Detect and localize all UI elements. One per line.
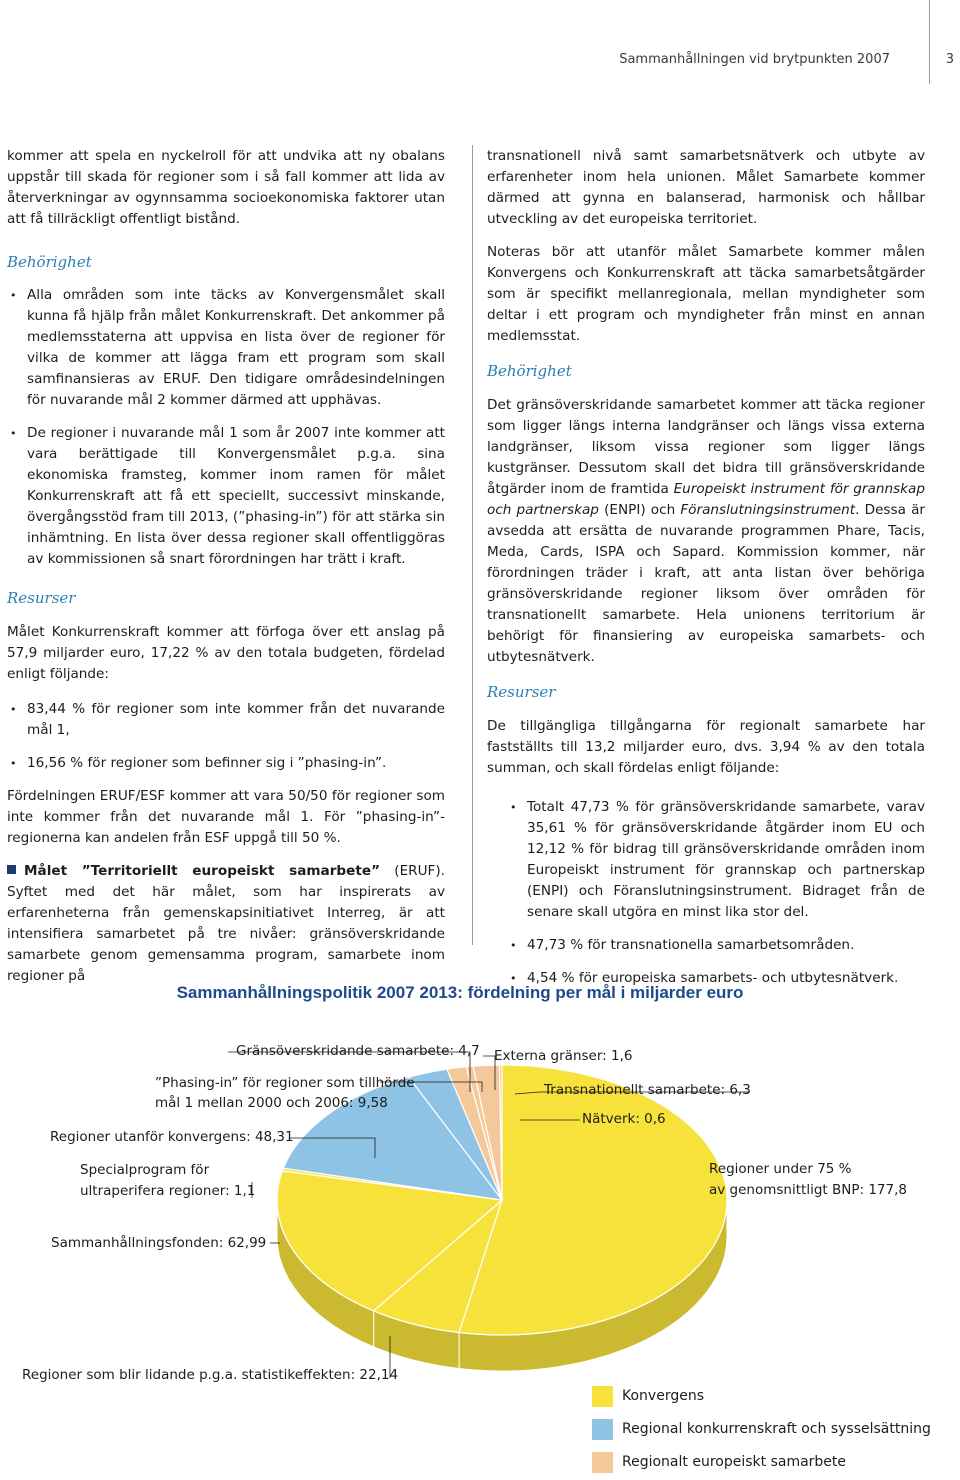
right-eligibility-paragraph <box>487 395 925 668</box>
legend-swatch-samarbete <box>592 1452 613 1473</box>
right-column <box>487 146 925 989</box>
label-special-line2: ultraperifera regioner: 1,1 <box>80 1183 256 1199</box>
label-under75-line1: Regioner under 75 % <box>709 1161 852 1177</box>
legend-swatch-konkurrenskraft <box>592 1419 613 1440</box>
label-externa: Externa gränser: 1,6 <box>494 1048 633 1064</box>
chart-title: Sammanhållningspolitik 2007 2013: fördelning per mål i miljarder euro <box>176 983 744 1002</box>
column-divider <box>472 145 473 945</box>
left-intro-paragraph: kommer att spela en nyckelroll för att undvika att ny obalans uppstår till skada för regioner som i så fall kommer att lida av återverkningar av ogynnsamma socioekonomiska faktorer utan att få tillräckligt offentligt bistånd. <box>7 148 445 227</box>
page-number: 3 <box>945 52 954 67</box>
goal-title: Målet ”Territoriellt europeiskt samarbete” <box>24 863 381 879</box>
left-goal-paragraph <box>7 861 445 987</box>
eligibility-instrument: Föranslutningsinstrument <box>680 502 856 518</box>
label-transnationellt: Transnationellt samarbete: 6,3 <box>544 1082 751 1098</box>
list-item: • 83,44 % för regioner som inte kommer från det nuvarande mål 1, <box>7 699 445 741</box>
list-item: • 4,54 % för europeiska samarbets- och utbytesnätverk. <box>507 968 925 989</box>
list-item: • De regioner i nuvarande mål 1 som år 2007 inte kommer att vara berättigade till Konvergensmålet p.g.a. sina ekonomiska framsteg, kommer inom ramen för målet Konkurrenskraft att få ett speciellt, successivt minskande, övergångsstöd fram till 2013, (”phasing-in”) för att stärka sin inhämtning. En lista över dessa regioner skall offentliggöras av kommissionen så snart förordningen har trätt i kraft. <box>7 423 445 570</box>
square-bullet-icon <box>7 865 16 874</box>
label-gransoverskridande: Gränsöverskridande samarbete: 4,7 <box>236 1043 480 1059</box>
label-phasing-line1: ”Phasing-in” för regioner som tillhörde <box>155 1075 415 1091</box>
heading-behorighet-right: Behörighet <box>487 362 572 380</box>
legend-label: Konvergens <box>622 1388 704 1404</box>
legend-label: Regionalt europeiskt samarbete <box>622 1454 847 1470</box>
list-item: • Totalt 47,73 % för gränsöverskridande samarbete, varav 35,61 % för gränsöverskridande åtgärder inom EU och 12,12 % för bidrag till gränsöverskridande områden inom Europeiskt instrument för grannskap och partnerskap (ENPI) och Föranslutningsinstrument. Bidraget från de senare skall utgöra en minst lika stor del. <box>507 797 925 923</box>
goal-text: (ERUF). Syftet med det här målet, som har inspirerats av erfarenheterna från gemenskapsinitiativet Interreg, är att intensifiera samarbetet på tre nivåer: gränsöverskridande samarbete genom gemensamma program, samarbete inom regioner på <box>7 863 445 984</box>
right-resources-paragraph: De tillgängliga tillgångarna för regionalt samarbete har fastställts till 13,2 miljarder euro, dvs. 3,94 % av den totala summan, och skall fördelas enligt följande: <box>487 718 925 776</box>
label-special-line1: Specialprogram för <box>80 1162 210 1178</box>
left-resources-paragraph: Målet Konkurrenskraft kommer att förfoga över ett anslag på 57,9 miljarder euro, 17,22 % av den totala budgeten, fördelad enligt följande: <box>7 624 445 682</box>
legend-label: Regional konkurrenskraft och sysselsättning <box>622 1421 931 1437</box>
eligibility-text: . Dessa är avsedda att ersätta de nuvarande programmen Phare, Tacis, Meda, Cards, ISPA och Sapard. Kommission kommer, när förordningen träder i kraft, att anta listan över behöriga gränsöverskridande regioner liksom över områden för transnationellt samarbete. Hela unionens territorium är behörigt för finansiering av europeiska samarbets- och utbytesnätverk. <box>487 502 925 665</box>
label-under75-line2: av genomsnittligt BNP: 177,8 <box>709 1182 907 1198</box>
eligibility-instrument: Europeiskt instrument för grannskap och partnerskap <box>487 481 925 518</box>
right-note-paragraph: Noteras bör att utanför målet Samarbete kommer målen Konvergens och Konkurrenskraft att täcka samarbetsåtgärder som är specifikt mellanregionala, mellan myndigheter som deltar i ett program och myndigheter från minst en annan medlemsstat. <box>487 244 925 344</box>
heading-behorighet-left: Behörighet <box>7 253 92 271</box>
label-fonden: Sammanhållningsfonden: 62,99 <box>51 1235 267 1251</box>
legend-swatch-konvergens <box>592 1386 613 1407</box>
allocation-list-left <box>7 699 445 774</box>
label-utanfor: Regioner utanför konvergens: 48,31 <box>50 1129 294 1145</box>
list-item: • 16,56 % för regioner som befinner sig i ”phasing-in”. <box>7 753 445 774</box>
label-phasing-line2: mål 1 mellan 2000 och 2006: 9,58 <box>155 1095 388 1111</box>
label-natverk: Nätverk: 0,6 <box>582 1111 666 1127</box>
header-rule <box>929 0 930 84</box>
label-statistik: Regioner som blir lidande p.g.a. statistikeffekten: 22,14 <box>22 1367 399 1383</box>
running-title: Sammanhållningen vid brytpunkten 2007 <box>619 52 890 67</box>
pie-chart-svg <box>0 1030 960 1480</box>
heading-resurser-right: Resurser <box>487 683 556 701</box>
right-intro-paragraph: transnationell nivå samt samarbetsnätverk och utbyte av erfarenheter inom hela unionen. Målet Samarbete kommer därmed att gynna en balanserad, harmonisk och hållbar utveckling av det europeiska territoriet. <box>487 148 925 227</box>
eligibility-text: Det gränsöverskridande samarbetet kommer att täcka regioner som ligger längs interna landgränser och längs vissa externa landgränser, liksom vissa regioner som ligger längs kustgränser. Dessutom skall det bidra till gränsöverskridande åtgärder inom de framtida <box>487 397 925 497</box>
pie-chart <box>0 1030 960 1480</box>
left-distribution-paragraph: Fördelningen ERUF/ESF kommer att vara 50/50 för regioner som inte kommer från det nuvarande mål 1. För ”phasing-in”-regionerna kan andelen från ESF uppgå till 50 %. <box>7 788 445 846</box>
list-item: • 47,73 % för transnationella samarbetsområden. <box>507 935 925 956</box>
left-column <box>7 146 445 987</box>
eligibility-text: (ENPI) och <box>598 502 681 518</box>
eligibility-list-left <box>7 285 445 570</box>
list-item: • Alla områden som inte täcks av Konvergensmålet skall kunna få hjälp från målet Konkurrenskraft. Det ankommer på medlemsstaterna att uppvisa en lista över de regioner för vilka de kommer att lägga fram ett program som skall samfinansieras av ERUF. Den tidigare områdesindelningen för nuvarande mål 2 kommer därmed att upphävas. <box>7 285 445 411</box>
allocation-list-right <box>487 797 925 989</box>
heading-resurser-left: Resurser <box>7 589 76 607</box>
